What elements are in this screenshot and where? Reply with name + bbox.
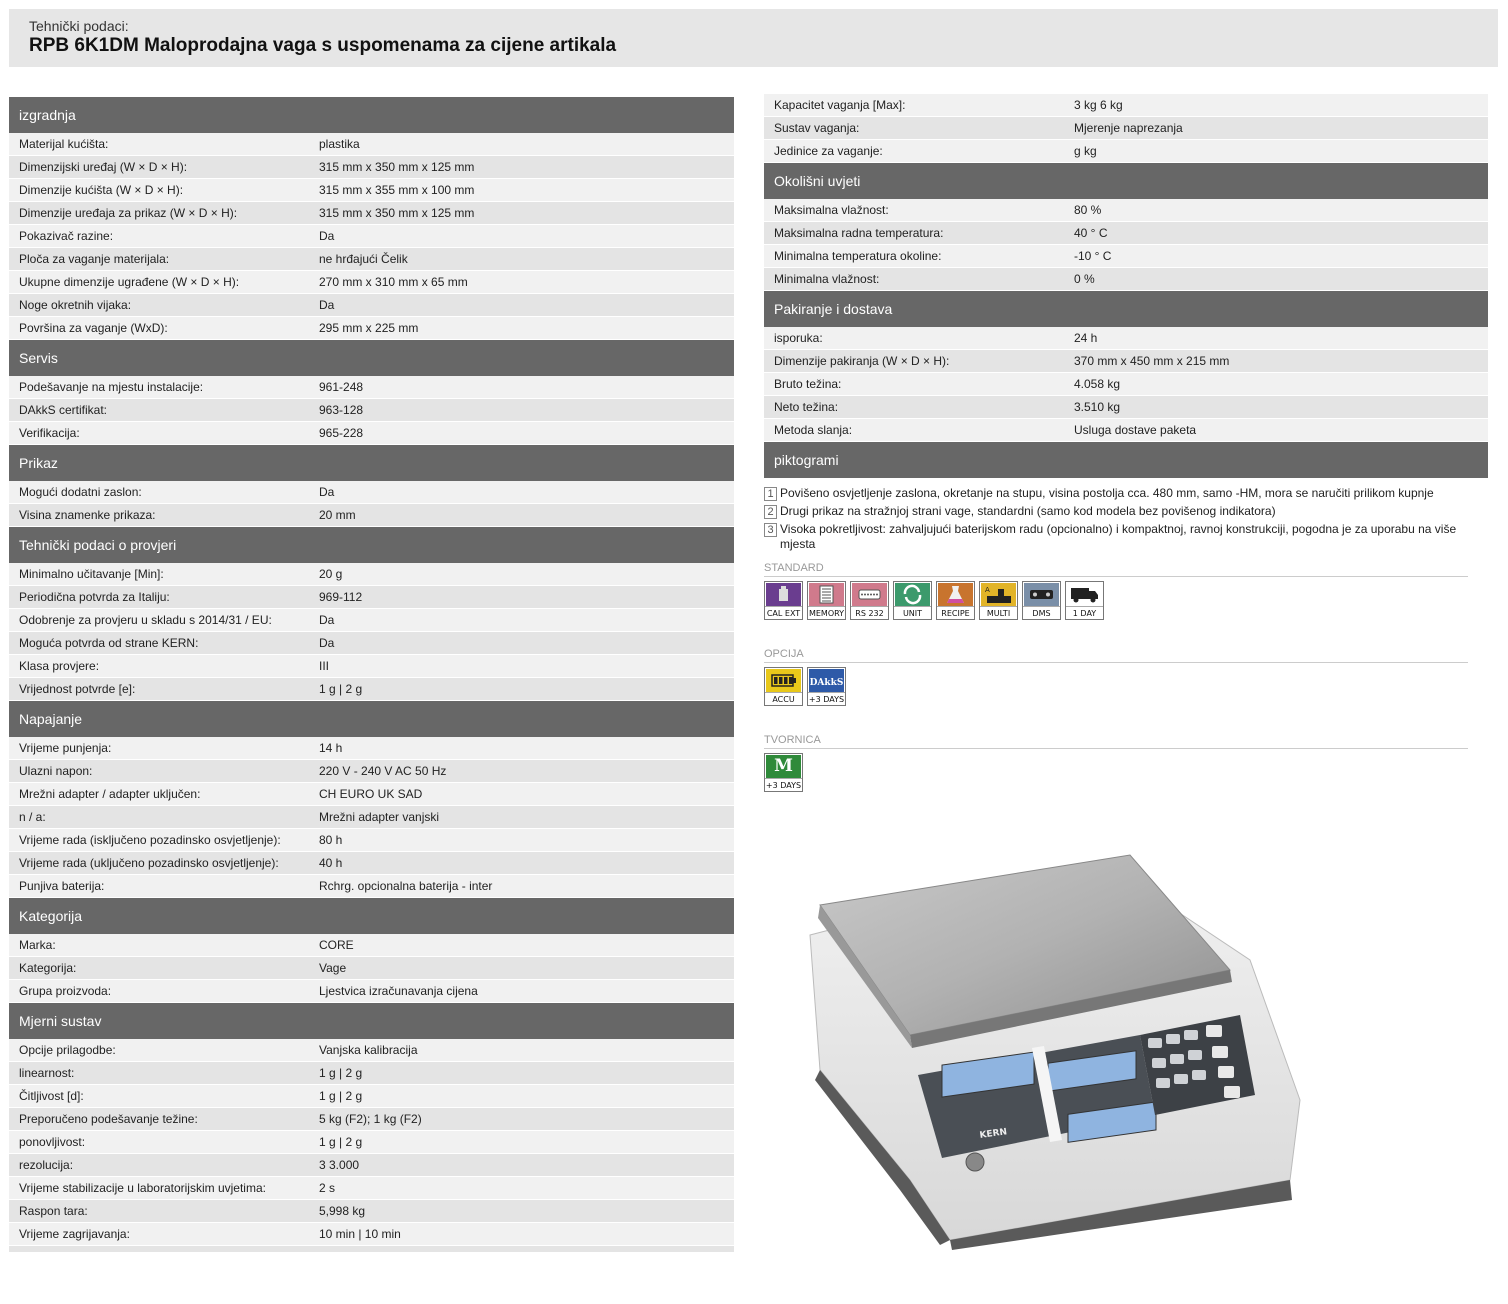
spec-label: Dimenzije kućišta (W × D × H): — [19, 183, 184, 197]
header-label: Tehnički podaci: — [29, 18, 129, 34]
spec-label: Preporučeno podešavanje težine: — [19, 1112, 198, 1126]
spec-label: linearnost: — [19, 1066, 75, 1080]
spec-row — [9, 133, 734, 156]
spec-label: ponovljivost: — [19, 1135, 86, 1149]
section-rows — [9, 563, 734, 701]
spec-value: 20 mm — [319, 508, 356, 522]
spec-row — [9, 632, 734, 655]
spec-row — [9, 760, 734, 783]
section-header-napajanje: Napajanje — [9, 701, 734, 737]
spec-value: Da — [319, 298, 335, 312]
section-rows — [9, 376, 734, 445]
spec-row — [764, 117, 1488, 140]
spec-row — [9, 1062, 734, 1085]
factory-icons — [764, 753, 1488, 792]
spec-value: 3.510 kg — [1074, 400, 1121, 414]
spec-label: Noge okretnih vijaka: — [19, 298, 132, 312]
option-label: OPCIJA — [764, 648, 1468, 663]
spec-row — [764, 245, 1488, 268]
section-header-mjerni-sustav: Mjerni sustav — [9, 1003, 734, 1039]
spec-value: 270 mm x 310 mm x 65 mm — [319, 275, 468, 289]
spec-label: Minimalno učitavanje [Min]: — [19, 567, 164, 581]
icon-caption: MULTI — [980, 606, 1017, 619]
left-spec-column — [9, 97, 734, 1252]
icon-caption: CAL EXT — [765, 606, 802, 619]
spec-value: Rchrg. opcionalna baterija - inter — [319, 879, 493, 893]
spec-row — [764, 222, 1488, 245]
spec-value: 961-248 — [319, 380, 364, 394]
spec-row — [764, 140, 1488, 163]
icon-image — [766, 669, 801, 692]
spec-row — [9, 1039, 734, 1062]
spec-row — [9, 422, 734, 445]
spec-value: CORE — [319, 938, 354, 952]
spec-value: 4.058 kg — [1074, 377, 1121, 391]
pictogram-number: 2 — [764, 505, 777, 519]
icon-caption: DMS — [1023, 606, 1060, 619]
spec-value: Da — [319, 485, 335, 499]
spec-value: Da — [319, 636, 335, 650]
spec-value: -10 ° C — [1074, 249, 1112, 263]
dms-icon — [1022, 581, 1061, 620]
spec-row — [9, 1108, 734, 1131]
section-rows — [764, 327, 1488, 442]
page-title: RPB 6K1DM Maloprodajna vaga s uspomenama za cijene artikala — [29, 35, 617, 56]
spec-label: Vrijeme rada (uključeno pozadinsko osvjetljenje): — [19, 856, 279, 870]
spec-value: 40 ° C — [1074, 226, 1108, 240]
icon-image — [766, 755, 801, 778]
spec-value: III — [319, 659, 330, 673]
spec-row — [764, 350, 1488, 373]
spec-label: Grupa proizvoda: — [19, 984, 112, 998]
pictogram-list — [764, 486, 1488, 552]
spec-row — [9, 934, 734, 957]
spec-label: Kapacitet vaganja [Max]: — [774, 98, 906, 112]
page-header — [9, 9, 1498, 67]
spec-label: Minimalna temperatura okoline: — [774, 249, 942, 263]
spec-row — [9, 294, 734, 317]
spec-row — [9, 399, 734, 422]
cal-ext-icon — [764, 581, 803, 620]
spec-row — [9, 179, 734, 202]
spec-value: 80 h — [319, 833, 343, 847]
spec-row — [9, 678, 734, 701]
spec-label: Čitljivost [d]: — [19, 1089, 84, 1103]
spec-row — [9, 1154, 734, 1177]
spec-value: Da — [319, 613, 335, 627]
memory-icon — [807, 581, 846, 620]
spec-value: 5 kg (F2); 1 kg (F2) — [319, 1112, 422, 1126]
spec-row — [9, 156, 734, 179]
spec-label: Površina za vaganje (WxD): — [19, 321, 168, 335]
spec-label: Kategorija: — [19, 961, 77, 975]
spec-value: 40 h — [319, 856, 343, 870]
spec-value: 80 % — [1074, 203, 1102, 217]
table-end — [9, 1246, 734, 1252]
spec-label: Raspon tara: — [19, 1204, 88, 1218]
standard-label: STANDARD — [764, 562, 1468, 577]
spec-label: Neto težina: — [774, 400, 839, 414]
section-rows — [9, 934, 734, 1003]
spec-row — [764, 396, 1488, 419]
icon-caption: UNIT — [894, 606, 931, 619]
dakks-icon — [807, 667, 846, 706]
section-header-kategorija: Kategorija — [9, 898, 734, 934]
spec-label: Jedinice za vaganje: — [774, 144, 883, 158]
section-header-piktogrami: piktogrami — [764, 442, 1488, 478]
scale-brand-logo: KERN — [979, 1127, 1008, 1141]
spec-value: Da — [319, 229, 335, 243]
spec-label: Odobrenje za provjeru u skladu s 2014/31 / EU: — [19, 613, 272, 627]
spec-row — [9, 481, 734, 504]
spec-value: 965-228 — [319, 426, 364, 440]
spec-row — [9, 271, 734, 294]
spec-label: isporuka: — [774, 331, 823, 345]
delivery-truck-icon — [1065, 581, 1104, 620]
spec-label: Vrijeme stabilizacije u laboratorijskim uvjetima: — [19, 1181, 266, 1195]
spec-label: Minimalna vlažnost: — [774, 272, 880, 286]
spec-value: Ljestvica izračunavanja cijena — [319, 984, 478, 998]
spec-label: rezolucija: — [19, 1158, 74, 1172]
spec-label: Pokazivač razine: — [19, 229, 114, 243]
spec-value: 0 % — [1074, 272, 1095, 286]
spec-row — [9, 829, 734, 852]
spec-label: Verifikacija: — [19, 426, 80, 440]
section-header-pakiranje-i-dostava: Pakiranje i dostava — [764, 291, 1488, 327]
spec-label: Dimenzije pakiranja (W × D × H): — [774, 354, 950, 368]
spec-value: 220 V - 240 V AC 50 Hz — [319, 764, 447, 778]
spec-label: Mrežni adapter / adapter uključen: — [19, 787, 201, 801]
spec-row — [9, 504, 734, 527]
spec-value: 295 mm x 225 mm — [319, 321, 419, 335]
section-rows — [9, 1039, 734, 1246]
spec-label: Sustav vaganja: — [774, 121, 860, 135]
spec-value: Usluga dostave paketa — [1074, 423, 1197, 437]
spec-label: Podešavanje na mjestu instalacije: — [19, 380, 204, 394]
factory-label: TVORNICA — [764, 734, 1468, 749]
spec-label: Materijal kućišta: — [19, 137, 109, 151]
spec-row — [9, 202, 734, 225]
capacity-rows — [764, 94, 1488, 163]
icon-image — [1024, 583, 1059, 606]
spec-value: 1 g | 2 g — [319, 682, 363, 696]
spec-row — [9, 563, 734, 586]
spec-value: 3 3.000 — [319, 1158, 360, 1172]
icon-image — [938, 583, 973, 606]
spec-value: Mrežni adapter vanjski — [319, 810, 440, 824]
spec-label: Metoda slanja: — [774, 423, 853, 437]
spec-row — [9, 1200, 734, 1223]
spec-row — [9, 376, 734, 399]
option-icons — [764, 667, 1488, 706]
spec-row — [764, 373, 1488, 396]
spec-row — [9, 737, 734, 760]
pictogram-number: 3 — [764, 523, 777, 537]
section-header-prikaz: Prikaz — [9, 445, 734, 481]
spec-value: 14 h — [319, 741, 343, 755]
icon-image — [766, 583, 801, 606]
svg-text:A: A — [985, 586, 990, 594]
spec-label: n / a: — [19, 810, 46, 824]
spec-value: 1 g | 2 g — [319, 1066, 363, 1080]
spec-label: Mogući dodatni zaslon: — [19, 485, 142, 499]
spec-label: Klasa provjere: — [19, 659, 100, 673]
spec-row — [9, 609, 734, 632]
spec-label: Marka: — [19, 938, 56, 952]
spec-label: Maksimalna radna temperatura: — [774, 226, 944, 240]
spec-label: Vrijeme punjenja: — [19, 741, 112, 755]
spec-value: g kg — [1074, 144, 1097, 158]
spec-row — [9, 783, 734, 806]
icon-image — [809, 583, 844, 606]
pictogram-number: 1 — [764, 487, 777, 501]
spec-value: Mjerenje naprezanja — [1074, 121, 1183, 135]
pictogram-item — [764, 486, 1468, 501]
product-image — [800, 840, 1320, 1250]
right-spec-column — [764, 94, 1488, 792]
spec-label: Bruto težina: — [774, 377, 842, 391]
spec-row — [9, 655, 734, 678]
spec-value: 10 min | 10 min — [319, 1227, 401, 1241]
spec-label: Opcije prilagodbe: — [19, 1043, 116, 1057]
pictogram-item — [764, 522, 1468, 552]
recipe-icon — [936, 581, 975, 620]
spec-label: Visina znamenke prikaza: — [19, 508, 156, 522]
spec-row — [764, 327, 1488, 350]
section-rows — [9, 481, 734, 527]
spec-label: Ukupne dimenzije ugrađene (W × D × H): — [19, 275, 240, 289]
spec-row — [9, 248, 734, 271]
spec-row — [9, 852, 734, 875]
spec-value: 315 mm x 350 mm x 125 mm — [319, 160, 475, 174]
spec-row — [764, 199, 1488, 222]
spec-value: 3 kg 6 kg — [1074, 98, 1123, 112]
pictogram-text: Povišeno osvjetljenje zaslona, okretanje na stupu, visina postolja cca. 480 mm, samo -HM, mora se naručiti prilikom kupnje — [780, 486, 1434, 500]
battery-icon — [764, 667, 803, 706]
standard-icons — [764, 581, 1488, 620]
section-rows — [9, 133, 734, 340]
spec-row — [9, 225, 734, 248]
spec-row — [9, 1131, 734, 1154]
spec-label: Ploča za vaganje materijala: — [19, 252, 170, 266]
icon-text: M — [774, 756, 793, 776]
price-scale-illustration — [800, 840, 1320, 1250]
spec-row — [9, 1223, 734, 1246]
spec-row — [9, 1085, 734, 1108]
icon-caption: +3 DAYS — [765, 778, 802, 791]
spec-label: Dimenzije uređaja za prikaz (W × D × H): — [19, 206, 238, 220]
verification-m-icon — [764, 753, 803, 792]
icon-image — [981, 583, 1016, 606]
spec-value: 315 mm x 355 mm x 100 mm — [319, 183, 475, 197]
spec-row — [764, 268, 1488, 291]
spec-value: ne hrđajući Čelik — [319, 252, 408, 266]
spec-row — [9, 957, 734, 980]
spec-label: DAkkS certifikat: — [19, 403, 108, 417]
spec-value: 24 h — [1074, 331, 1098, 345]
spec-label: Vrijeme zagrijavanja: — [19, 1227, 130, 1241]
spec-row — [764, 419, 1488, 442]
icon-text: DAkkS — [809, 678, 844, 688]
right-sections — [764, 163, 1488, 478]
rs232-icon — [850, 581, 889, 620]
spec-label: Punjiva baterija: — [19, 879, 105, 893]
spec-row — [764, 94, 1488, 117]
section-header-tehnicki-podaci-o-provjeri: Tehnički podaci o provjeri — [9, 527, 734, 563]
pictogram-text: Drugi prikaz na stražnjoj strani vage, standardni (samo kod modela bez povišenog indikatora) — [780, 504, 1276, 518]
spec-value: 5,998 kg — [319, 1204, 366, 1218]
icon-caption: +3 DAYS — [808, 692, 845, 705]
section-rows — [9, 737, 734, 898]
spec-row — [9, 980, 734, 1003]
icon-caption: ACCU — [765, 692, 802, 705]
icon-caption: RS 232 — [851, 606, 888, 619]
spec-value: 969-112 — [319, 590, 363, 604]
spec-value: Vage — [319, 961, 347, 975]
spec-label: Ulazni napon: — [19, 764, 93, 778]
section-rows — [764, 199, 1488, 291]
spec-value: 963-128 — [319, 403, 364, 417]
spec-label: Moguća potvrda od strane KERN: — [19, 636, 199, 650]
spec-value: 315 mm x 350 mm x 125 mm — [319, 206, 475, 220]
section-header-izgradnja: izgradnja — [9, 97, 734, 133]
section-header-servis: Servis — [9, 340, 734, 376]
spec-value: plastika — [319, 137, 360, 151]
pictogram-item — [764, 504, 1468, 519]
icon-image — [895, 583, 930, 606]
unit-icon — [893, 581, 932, 620]
spec-value: Vanjska kalibracija — [319, 1043, 418, 1057]
multi-icon — [979, 581, 1018, 620]
spec-label: Vrijednost potvrde [e]: — [19, 682, 136, 696]
spec-label: Dimenzijski uređaj (W × D × H): — [19, 160, 188, 174]
icon-image — [852, 583, 887, 606]
spec-label: Maksimalna vlažnost: — [774, 203, 889, 217]
section-header-okolisni-uvjeti: Okolišni uvjeti — [764, 163, 1488, 199]
spec-value: CH EURO UK SAD — [319, 787, 423, 801]
spec-row — [9, 875, 734, 898]
icon-caption: 1 DAY — [1066, 606, 1103, 619]
icon-caption: MEMORY — [808, 606, 845, 619]
spec-value: 1 g | 2 g — [319, 1089, 363, 1103]
spec-label: Periodična potvrda za Italiju: — [19, 590, 170, 604]
spec-row — [9, 586, 734, 609]
spec-row — [9, 806, 734, 829]
icon-image — [1067, 583, 1102, 606]
spec-value: 1 g | 2 g — [319, 1135, 363, 1149]
icon-image — [809, 669, 844, 692]
pictogram-text: Visoka pokretljivost: zahvaljujući baterijskom radu (opcionalno) i kompaktnoj, ravnoj konstrukciji, pogodna je za uporabu na više mjesta — [780, 522, 1457, 551]
spec-value: 20 g — [319, 567, 343, 581]
spec-label: Vrijeme rada (isključeno pozadinsko osvjetljenje): — [19, 833, 281, 847]
icon-caption: RECIPE — [937, 606, 974, 619]
spec-row — [9, 1177, 734, 1200]
spec-row — [9, 317, 734, 340]
spec-value: 2 s — [319, 1181, 336, 1195]
spec-value: 370 mm x 450 mm x 215 mm — [1074, 354, 1230, 368]
